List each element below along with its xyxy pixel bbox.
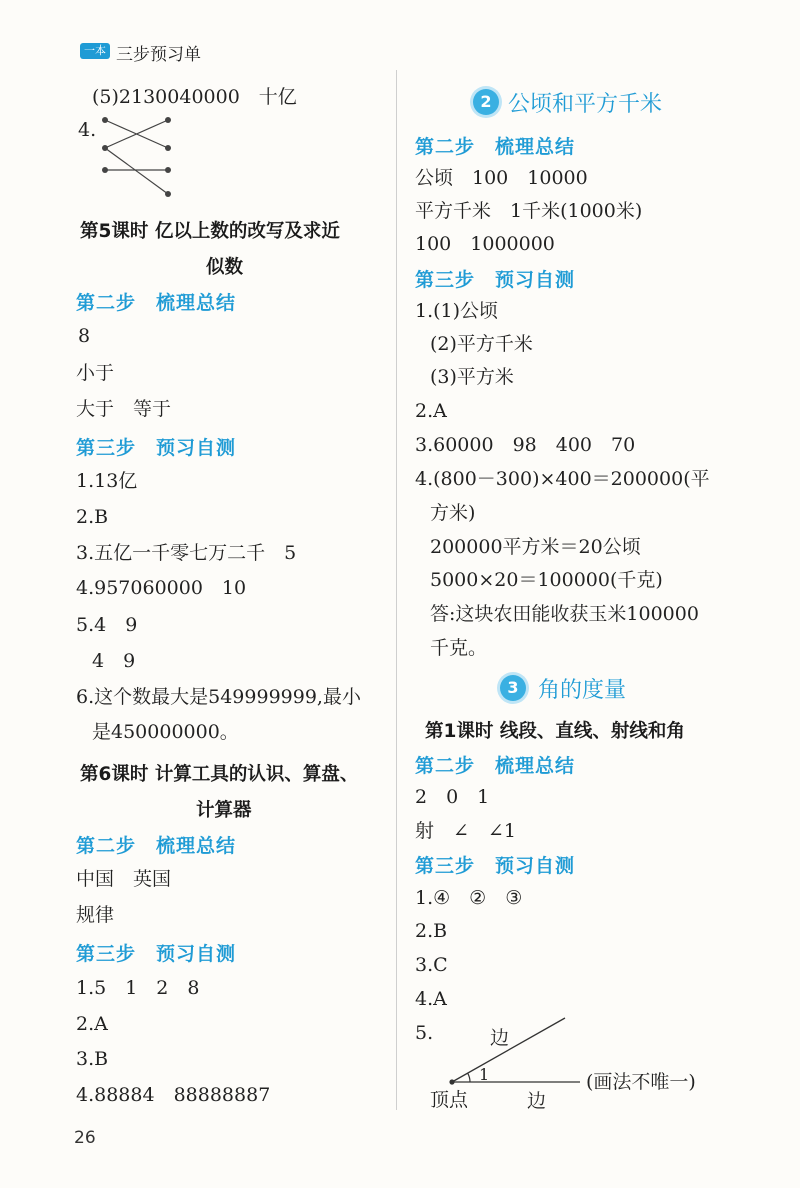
lesson-title: 第5课时 亿以上数的改写及求近 <box>80 221 340 242</box>
answer-line: (5)2130040000 十亿 <box>92 86 297 108</box>
answer-line: 5. <box>415 1022 434 1044</box>
column-divider <box>396 70 397 1110</box>
answer-line: 4.957060000 10 <box>76 577 247 599</box>
answer-line: 5000×20＝100000(千克) <box>430 569 663 591</box>
unit-title: 角的度量 <box>538 678 627 703</box>
answer-line: 大于 等于 <box>76 398 172 420</box>
angle-diagram <box>440 1010 600 1100</box>
answer-line: 2.A <box>76 1013 108 1035</box>
answer-line: 4 9 <box>92 650 136 672</box>
answer-line: 小于 <box>76 362 115 384</box>
answer-line: 中国 英国 <box>76 868 172 890</box>
answer-line: 1.5 1 2 8 <box>76 977 200 999</box>
answer-line: 100 1000000 <box>415 233 555 255</box>
answer-line: 3.B <box>76 1048 109 1070</box>
angle-side-label: 边 <box>490 1027 510 1049</box>
answer-line: 6.这个数最大是549999999,最小 <box>76 686 361 708</box>
answer-line: 规律 <box>76 904 115 926</box>
lesson-title: 似数 <box>206 257 244 278</box>
answer-line: 3.五亿一千零七万二千 5 <box>76 542 297 564</box>
answer-line: 射 ∠ ∠1 <box>415 820 516 842</box>
step-heading: 第三步 预习自测 <box>76 943 237 965</box>
answer-line: 4.(800－300)×400＝200000(平 <box>415 468 710 490</box>
angle-label: 1 <box>479 1065 490 1084</box>
step-heading: 第三步 预习自测 <box>76 437 237 459</box>
step-heading: 第三步 预习自测 <box>415 269 576 291</box>
step-heading: 第二步 梳理总结 <box>415 755 576 777</box>
answer-line: 4.A <box>415 988 447 1010</box>
unit-number-badge: 3 <box>500 675 526 701</box>
lesson-title: 第1课时 线段、直线、射线和角 <box>425 721 685 742</box>
answer-line: 5.4 9 <box>76 614 138 636</box>
angle-side-label: 边 <box>527 1090 547 1112</box>
answer-line: 方米) <box>430 502 476 524</box>
answer-line: 3.60000 98 400 70 <box>415 434 636 456</box>
answer-line: 200000平方米＝20公顷 <box>430 536 641 558</box>
unit-title: 公顷和平方千米 <box>508 92 663 117</box>
answer-line: 2.A <box>415 400 447 422</box>
answer-line: 1.④ ② ③ <box>415 887 523 909</box>
step-heading: 第二步 梳理总结 <box>76 292 237 314</box>
answer-line: 千克。 <box>430 637 488 659</box>
answer-line: 1.13亿 <box>76 470 138 492</box>
answer-line: 4.88884 88888887 <box>76 1084 271 1106</box>
vertex-label: 顶点 <box>430 1089 469 1111</box>
answer-line: 8 <box>78 325 91 347</box>
drawing-note: (画法不唯一) <box>586 1071 696 1093</box>
step-heading: 第三步 预习自测 <box>415 855 576 877</box>
answer-line: 答:这块农田能收获玉米100000 <box>430 603 699 625</box>
lesson-title: 第6课时 计算工具的认识、算盘、 <box>80 764 359 785</box>
answer-line: 2 0 1 <box>415 786 490 808</box>
answer-line: (2)平方千米 <box>430 333 533 355</box>
brand-logo: 一本 <box>80 43 110 59</box>
lesson-title: 计算器 <box>196 800 252 821</box>
answer-line: 2.B <box>76 506 109 528</box>
question-label: 4. <box>78 119 97 141</box>
unit-number-badge: 2 <box>473 89 499 115</box>
answer-line: 1.(1)公顷 <box>415 300 499 322</box>
answer-line: 公顷 100 10000 <box>415 167 588 189</box>
matching-diagram <box>96 112 176 202</box>
answer-line: 3.C <box>415 954 448 976</box>
answer-line: 平方千米 1千米(1000米) <box>415 200 643 222</box>
step-heading: 第二步 梳理总结 <box>76 835 237 857</box>
answer-line: 是450000000。 <box>92 721 239 743</box>
answer-line: 2.B <box>415 920 448 942</box>
step-heading: 第二步 梳理总结 <box>415 136 576 158</box>
answer-line: (3)平方米 <box>430 366 514 388</box>
page-number: 26 <box>74 1128 96 1148</box>
header-title: 三步预习单 <box>116 45 201 65</box>
